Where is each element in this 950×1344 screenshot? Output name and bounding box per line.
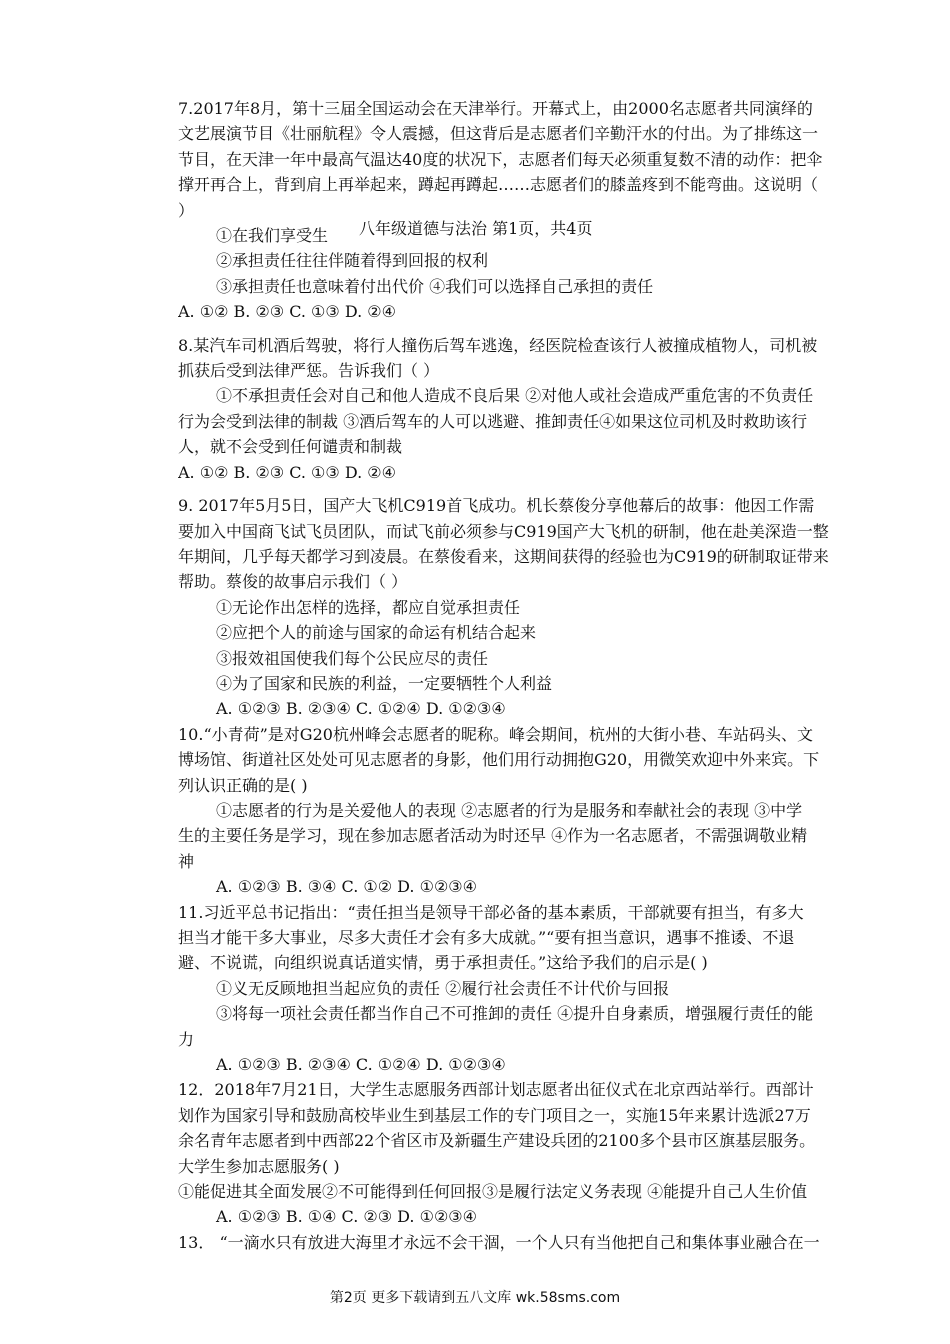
question-8 [178,333,863,485]
question-13 [178,1230,863,1255]
statement-item: ③将每一项社会责任都当作自己不可推卸的责任 ④提升自身素质，增强履行责任的能 [216,1004,814,1024]
question-text-line: 抓获后受到法律严惩。告诉我们（ ） [178,361,440,381]
page-header-overlay: 八年级道德与法治 第1页，共4页 [355,219,596,239]
question-text-line: 13． “一滴水只有放进大海里才永远不会干涸，一个人只有当他把自己和集体事业融合在一 [178,1232,820,1252]
question-text-line: 划作为国家引导和鼓励高校毕业生到基层工作的专门项目之一，实施15年来累计选派27万 [178,1105,811,1125]
answer-options: A. ①②③ B. ②③④ C. ①②④ D. ①②③④ [216,1055,506,1075]
statement-item: ①在我们享受生 [216,226,329,246]
question-text-line: 节目，在天津一年中最高气温达40度的状况下，志愿者们每天必须重复数不清的动作：把伞 [178,149,823,169]
answer-options: A. ①②③ B. ③④ C. ①② D. ①②③④ [216,877,477,897]
question-text-line: 避、不说谎，向组织说真话道实情，勇于承担责任。”这给予我们的启示是( ) [178,953,708,973]
question-text-line: 12．2018年7月21日，大学生志愿服务西部计划志愿者出征仪式在北京西站举行。西部计 [178,1080,814,1100]
page-footer: 第2页 更多下载请到五八文库 wk.58sms.com [329,1290,621,1306]
question-text-line: 7.2017年8月，第十三届全国运动会在天津举行。开幕式上，由2000名志愿者共同演绎的 [178,99,813,118]
question-text-line: 担当才能干多大事业，尽多大责任才会有多大成就。”“要有担当意识，遇事不推诿、不退 [178,928,795,947]
statement-item: ④为了国家和民族的利益，一定要牺牲个人利益 [216,673,553,693]
statement-item: ②承担责任往往伴随着得到回报的权利 [216,251,489,271]
question-text-line: 8.某汽车司机酒后驾驶，将行人撞伤后驾车逃逸，经医院检查该行人被撞成植物人，司机被 [178,335,818,355]
question-text-line: 博场馆、街道社区处处可见志愿者的身影，他们用行动拥抱G20，用微笑欢迎中外来宾。下 [178,750,820,770]
question-10 [178,722,863,900]
question-text-line: 11.习近平总书记指出：“责任担当是领导干部必备的基本素质，干部就要有担当，有多大 [178,902,804,922]
statement-item: ①义无反顾地担当起应负的责任 ②履行社会责任不计代价与回报 [216,978,670,998]
question-text-line: 10.“小青荷”是对G20杭州峰会志愿者的昵称。峰会期间，杭州的大街小巷、车站码头、文 [178,724,813,744]
statement-text-line: 神 [178,851,195,871]
statement-text-line: 力 [178,1029,195,1049]
question-text-line: 大学生参加志愿服务( ) [178,1156,340,1176]
statement-item: ③承担责任也意味着付出代价 ④我们可以选择自己承担的责任 [216,276,654,296]
exam-page [178,96,863,1255]
question-text-line: 9. 2017年5月5日，国产大飞机C919首飞成功。机长蔡俊分享他幕后的故事：他因工作需 [178,496,815,516]
question-text-line: 要加入中国商飞试飞员团队，而试飞前必须参与C919国产大飞机的研制，他在赴美深造一整 [178,521,829,541]
statement-text-line: 行为会受到法律的制裁 ③酒后驾车的人可以逃避、推卸责任④如果这位司机及时救助该行 [178,411,808,431]
statement-text-line: ①志愿者的行为是关爱他人的表现 ②志愿者的行为是服务和奉献社会的表现 ③中学 [216,800,803,820]
question-text-line: 文艺展演节目《壮丽航程》令人震撼，但这背后是志愿者们辛勤汗水的付出。为了排练这一 [178,124,819,144]
statement-item: ①无论作出怎样的选择，都应自觉承担责任 [216,597,521,617]
statement-text-line: 生的主要任务是学习，现在参加志愿者活动为时还早 ④作为一名志愿者，不需强调敬业精 [178,826,808,846]
answer-options: A. ①②③ B. ①④ C. ②③ D. ①②③④ [216,1207,477,1227]
answer-options: A. ①② B. ②③ C. ①③ D. ②④ [178,302,396,322]
question-text-line: 余名青年志愿者到中西部22个省区市及新疆生产建设兵团的2100多个县市区旗基层服务。 [178,1131,816,1151]
question-text-line: 年期间，几乎每天都学习到凌晨。在蔡俊看来，这期间获得的经验也为C919的研制取证带来 [178,546,829,566]
statement-item: ③报效祖国使我们每个公民应尽的责任 [216,648,489,668]
question-text-line: 撑开再合上，背到肩上再举起来，蹲起再蹲起……志愿者们的膝盖疼到不能弯曲。这说明（ [178,175,819,195]
question-9 [178,493,863,722]
question-text-line: 列认识正确的是( ) [178,775,308,795]
question-11 [178,900,863,1078]
question-12 [178,1077,863,1229]
statement-item: ②应把个人的前途与国家的命运有机结合起来 [216,623,537,643]
question-text-line: 帮助。蔡俊的故事启示我们（ ） [178,572,408,592]
question-text-line: ） [178,200,195,220]
answer-options: A. ①②③ B. ②③④ C. ①②④ D. ①②③④ [216,699,506,719]
statement-text-line: 人，就不会受到任何谴责和制裁 [178,437,403,457]
statement-text-line: ①不承担责任会对自己和他人造成不良后果 ②对他人或社会造成严重危害的不负责任 [216,386,814,406]
answer-options: A. ①② B. ②③ C. ①③ D. ②④ [178,462,396,482]
question-7 [178,96,863,325]
question-text-line: ①能促进其全面发展②不可能得到任何回报③是履行法定义务表现 ④能提升自己人生价值 [178,1182,808,1202]
